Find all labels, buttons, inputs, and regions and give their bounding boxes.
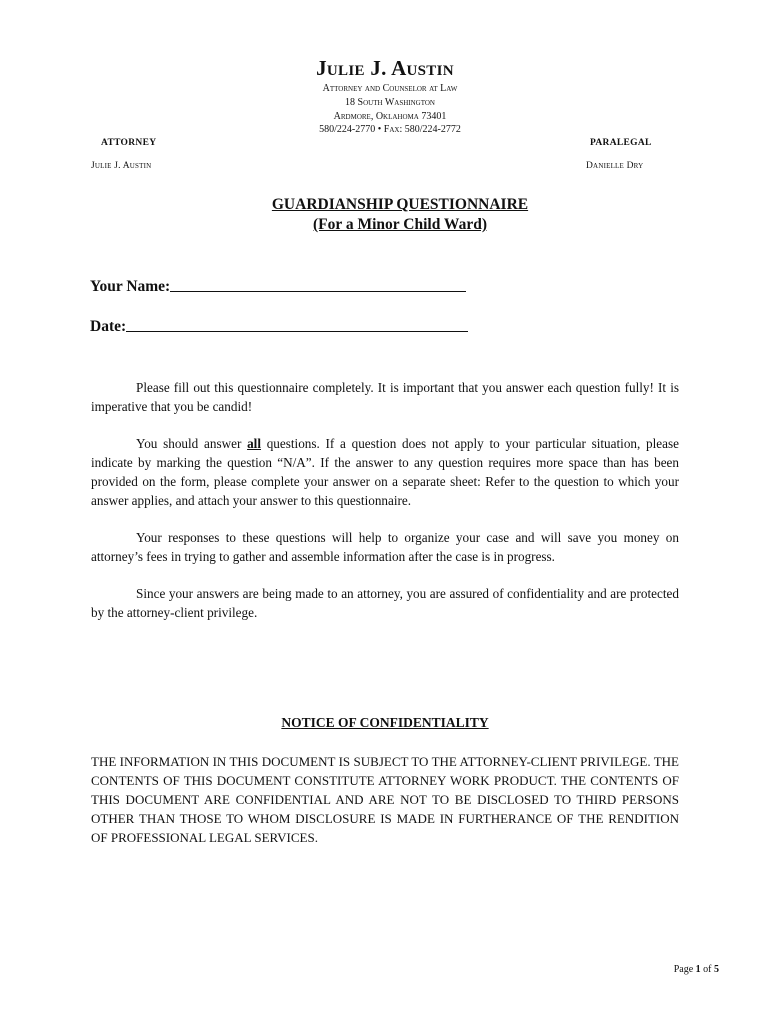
- document-subtitle: (For a Minor Child Ward): [313, 216, 487, 233]
- notice-title: NOTICE OF CONFIDENTIALITY: [281, 715, 489, 730]
- name-field: [90, 278, 466, 296]
- page-prefix: Page: [673, 964, 696, 975]
- page-current: 1: [695, 964, 701, 975]
- paralegal-label: PARALEGAL: [590, 138, 652, 148]
- attorney-label: ATTORNEY: [101, 138, 157, 148]
- page-number: [674, 964, 719, 975]
- name-field-line[interactable]: [170, 290, 466, 292]
- notice-body: THE INFORMATION IN THIS DOCUMENT IS SUBJECT TO THE ATTORNEY-CLIENT PRIVILEGE. THE CONTENTS OF THIS DOCUMENT CONSTITUTE ATTORNEY WORK PRODUCT. THE CONTENTS OF THIS DOCUMENT ARE CONFIDENTIAL AND ARE NOT TO BE DISCLOSED TO THIRD PERSONS OTHER THAN THOSE TO WHOM DISCLOSURE IS MADE IN FURTHERANCE OF THE RENDITION OF PROFESSIONAL LEGAL SERVICES.: [91, 754, 679, 845]
- page-of: of: [700, 964, 714, 975]
- emphasis-all: all: [247, 436, 261, 451]
- paragraph-2-rest: questions. If a question does not apply to your particular situation, please indicate by marking the question “N/A”. If the answer to any question requires more space than has been provided on the form, please complete your answer on a separate sheet: Refer to the question to which your answer applies, and attach your answer to this questionnaire.: [91, 436, 679, 508]
- document-title: GUARDIANSHIP QUESTIONNAIRE: [271, 196, 529, 213]
- instructions-paragraph-1: Please fill out this questionnaire completely. It is important that you answer each question fully! It is imperative that you be candid!: [91, 380, 679, 414]
- firm-phone-fax: 580/224-2770 • Fax: 580/224-2772: [319, 124, 461, 135]
- instructions-paragraph-4: Since your answers are being made to an attorney, you are assured of confidentiality and are protected by the attorney-client privilege.: [91, 586, 679, 620]
- paralegal-name: Danielle Dry: [586, 161, 644, 171]
- date-field-line[interactable]: [126, 330, 468, 332]
- name-field-label: Your Name:: [90, 278, 171, 295]
- paragraph-2-start: You should answer: [136, 436, 248, 451]
- firm-city: Ardmore, Oklahoma 73401: [333, 111, 447, 122]
- page-total: 5: [714, 964, 719, 975]
- firm-street: 18 South Washington: [345, 97, 435, 108]
- firm-name: Julie J. Austin: [316, 56, 454, 80]
- firm-title: Attorney and Counselor at Law: [322, 83, 458, 94]
- instructions-paragraph-3: Your responses to these questions will help to organize your case and will save you money on attorney’s fees in trying to gather and assemble information after the case is in progress.: [91, 530, 679, 564]
- date-field: [90, 318, 468, 336]
- instructions-paragraph-2: [91, 434, 679, 510]
- attorney-name: Julie J. Austin: [91, 161, 152, 171]
- date-field-label: Date:: [90, 318, 127, 335]
